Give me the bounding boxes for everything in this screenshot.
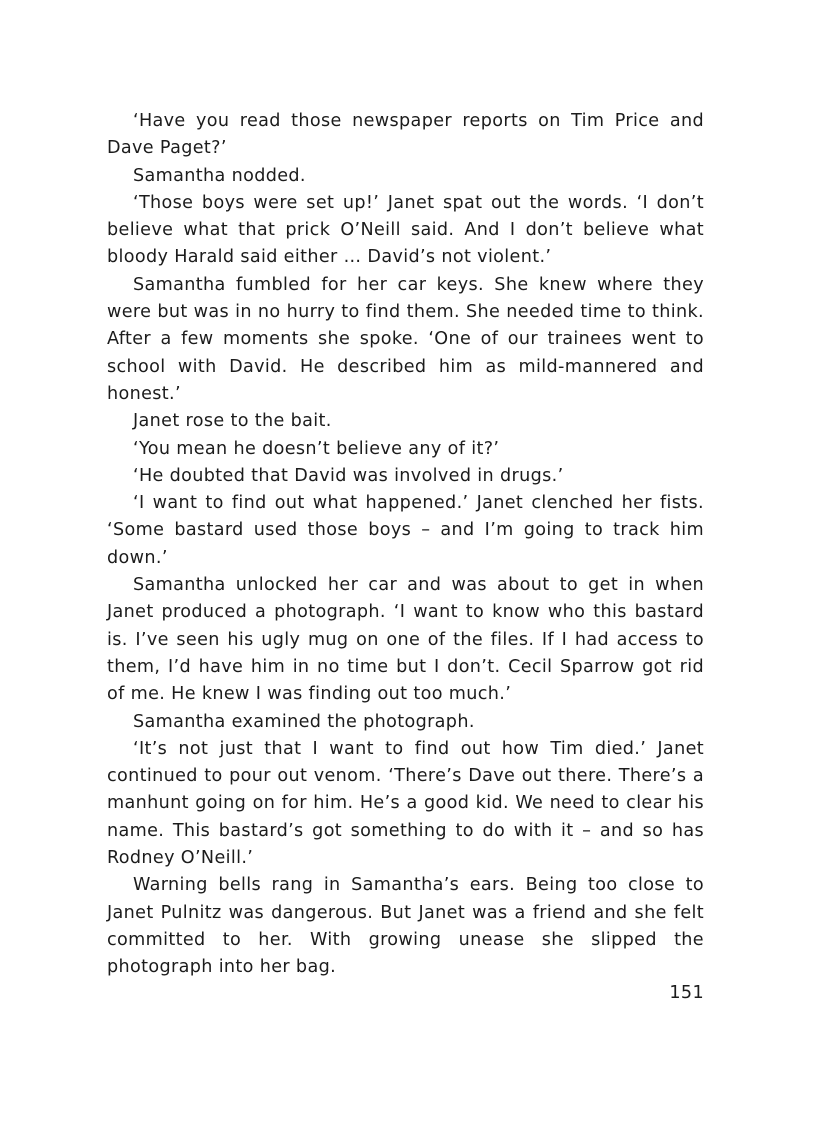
paragraph: Samantha nodded. (133, 165, 306, 186)
page-body (107, 108, 704, 982)
paragraph: ‘He doubted that David was involved in drugs.’ (133, 465, 564, 486)
paragraph: ‘You mean he doesn’t believe any of it?’ (133, 438, 500, 459)
paragraph: Warning bells rang in Samantha’s ears. Being too close to Janet Pulnitz was dangerous. But Janet was a friend and she felt committed to her. With growing unease she slipped the photograph into her bag. (107, 875, 704, 978)
paragraph: ‘I want to find out what happened.’ Janet clenched her fists. ‘Some bastard used those boys – and I’m going to track him down.’ (107, 493, 704, 568)
paragraph: ‘Those boys were set up!’ Janet spat out the words. ‘I don’t believe what that prick O’Neill said. And I don’t believe what bloody Harald said either … David’s not violent.’ (107, 192, 704, 268)
paragraph: ‘Have you read those newspaper reports on Tim Price and Dave Paget?’ (107, 111, 704, 159)
page-number: 151 (669, 983, 704, 1003)
paragraph: Samantha fumbled for her car keys. She knew where they were but was in no hurry to find them. She needed time to think. After a few moments she spoke. ‘One of our trainees went to school with David. He described him as mild-mannered and honest.’ (107, 274, 704, 404)
paragraph: Samantha examined the photograph. (133, 711, 475, 732)
paragraph: ‘It’s not just that I want to find out how Tim died.’ Janet continued to pour out venom. ‘There’s Dave out there. There’s a manhunt going on for him. He’s a good kid. We need to clear his name. This bastard’s got something to do with it – and so has Rodney O’Neill.’ (107, 738, 704, 869)
paragraph: Janet rose to the bait. (133, 411, 332, 432)
paragraph: Samantha unlocked her car and was about to get in when Janet produced a photograph. ‘I want to know who this bastard is. I’ve seen his ugly mug on one of the files. If I had access to them, I’d have him in no time but I don’t. Cecil Sparrow got rid of me. He knew I was finding out too much.’ (107, 575, 704, 705)
